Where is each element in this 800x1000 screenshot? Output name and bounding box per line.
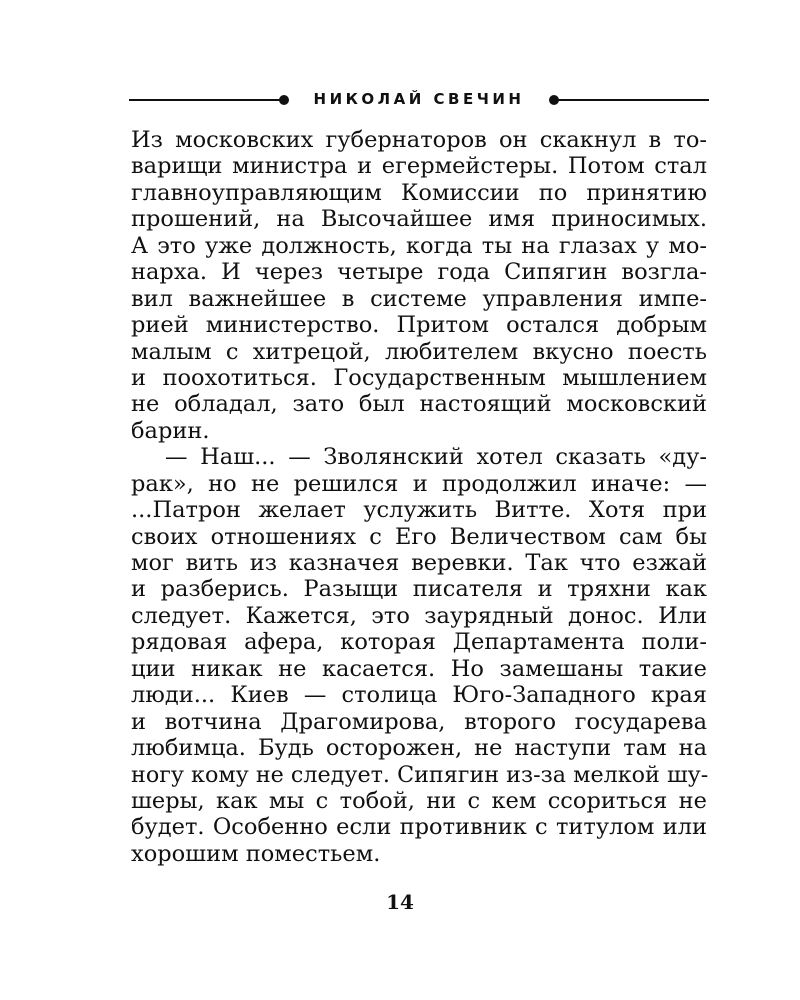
text-line: будет. Особенно если противник с титулом или [131,814,707,841]
text-line: ногу кому не следует. Сипягин из-за мелкой шу- [131,761,709,788]
text-line: и вотчина Драгомирова, второго государева [131,708,707,735]
text-line: шеры, как мы с тобой, ни с кем ссориться не [131,787,707,814]
page-number: 14 [386,890,414,914]
text-line: малым с хитрецой, любителем вкусно поесть [131,338,707,365]
text-line: следует. Кажется, это заурядный донос. Или [131,602,707,629]
text-line: мог вить из казначея веревки. Так что езжай [131,550,707,576]
text-line: рией министерство. Притом остался добрым [131,312,707,339]
text-line: не обладал, зато был настоящий московский [131,391,707,418]
text-line: Из московских губернаторов он скакнул в то- [131,127,707,153]
text-line: барин. [131,417,210,444]
text-line: своих отношениях с Его Величеством сам бы [131,523,707,550]
text-line: вил важнейшее в системе управления импе- [131,285,707,312]
text-line: прошений, на Высочайшее имя приносимых. [131,206,707,233]
text-line: главноуправляющим Комиссии по принятию [131,179,707,206]
text-line: и разберись. Разыщи писателя и тряхни как [131,576,707,603]
text-line: ...Патрон желает услужить Витте. Хотя при [131,497,707,524]
text-line: рак», но не решился и продолжил иначе: — [131,470,707,497]
text-line: люди... Киев — столица Юго-Западного края [131,682,707,709]
text-line: рядовая афера, которая Департамента поли- [131,629,707,656]
text-line: — Наш... — Зволянский хотел сказать «ду- [165,444,707,471]
text-line: хорошим поместьем. [131,840,381,867]
running-header [129,88,709,112]
header-rule-right [557,99,709,101]
text-line: варищи министра и егермейстеры. Потом стал [131,153,707,180]
text-line: ции никак не касается. Но замешаны такие [131,655,707,682]
text-line: и поохотиться. Государственным мышлением [131,364,707,391]
text-line: А это уже должность, когда ты на глазах у мо- [131,232,707,259]
header-author: НИКОЛАЙ СВЕЧИН [313,90,525,108]
text-line: нарха. И через четыре года Сипягин возгла- [131,259,707,286]
body-text [131,127,707,867]
text-line: любимца. Будь осторожен, не наступи там на [131,735,707,762]
